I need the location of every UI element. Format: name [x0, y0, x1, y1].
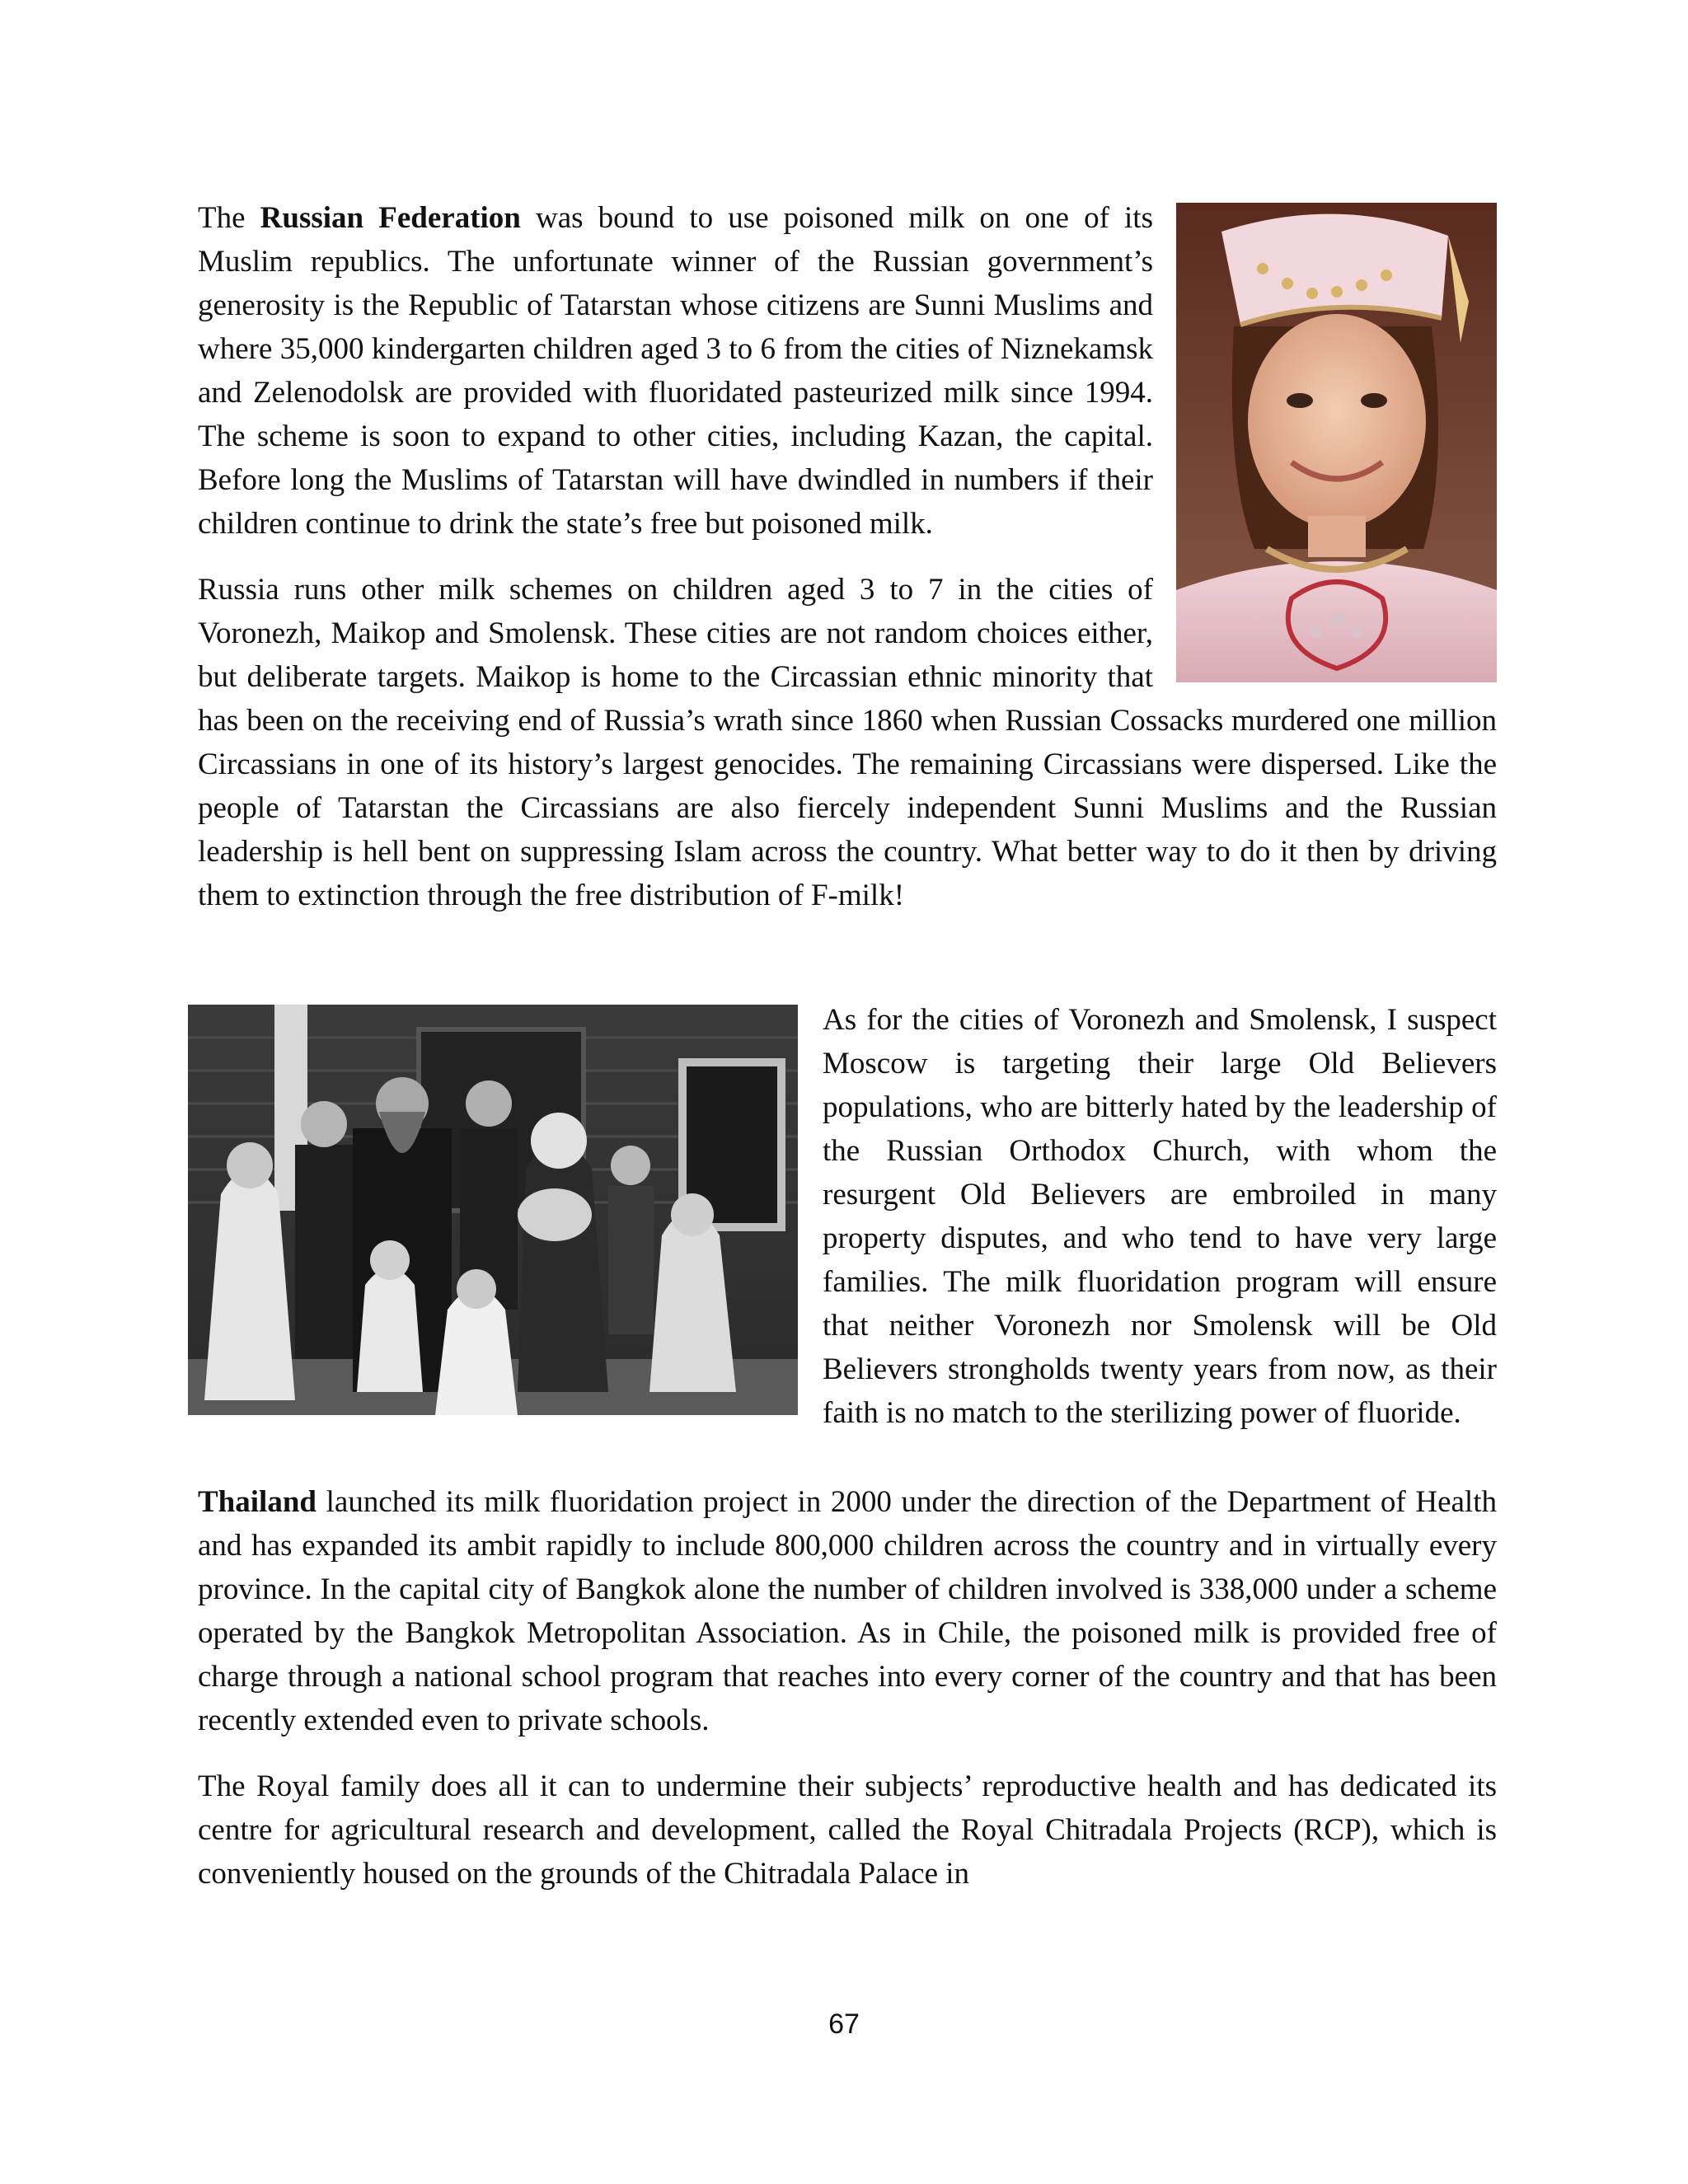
page-number: 67	[828, 2008, 860, 2040]
paragraph-body: was bound to use poisoned milk on one of its Muslim republics. The unfortunate winner of the Russian government’s generosity is the Republic of Tatarstan whose citizens are Sunni Muslims and where 35,000 kindergarten children aged 3 to 6 from the cities of Niznekamsk and Zelenodolsk are provided with fluoridated pasteurized milk since 1994. The scheme is soon to expand to other cities, including Kazan, the capital. Before long the Muslims of Tatarstan will have dwindled in numbers if their children continue to drink the state’s free but poisoned milk.	[198, 201, 1153, 541]
old-believers-family-image	[188, 1005, 798, 1415]
photo-tatar-girl	[1176, 203, 1497, 682]
bold-russian-federation: Russian Federation	[260, 201, 521, 235]
paragraph-old-believers: As for the cities of Voronezh and Smolensk, I suspect Moscow is targeting their large Old Believers populations, who are bitterly hated by the leadership of the Russian Orthodox Church, with whom the resurgent Old Believers are embroiled in many property disputes, and who tend to have very large families. The milk fluoridation program will ensure that neither Voronezh nor Smolensk will be Old Believers strongholds twenty years from now, as their faith is no match to the sterilizing power of fluoride.	[823, 1003, 1497, 1430]
photo-old-believers-family	[188, 1005, 798, 1415]
paragraph-body: launched its milk fluoridation project in 2000 under the direction of the Department of Health and has expanded its ambit rapidly to include 800,000 children across the country and in virtually every province. In the capital city of Bangkok alone the number of children involved is 338,000 under a scheme operated by the Bangkok Metropolitan Association. As in Chile, the poisoned milk is provided free of charge through a national school program that reaches into every corner of the country and that has been recently extended even to private schools.	[198, 1485, 1497, 1737]
paragraph-thailand	[198, 1480, 1497, 1742]
paragraph-lead: The	[198, 201, 260, 235]
tatar-girl-image	[1176, 203, 1497, 682]
bold-thailand: Thailand	[198, 1485, 316, 1519]
text-section-old-believers	[198, 998, 1497, 1435]
text-section-thailand	[198, 1480, 1497, 1896]
text-section-russia	[198, 196, 1497, 917]
paragraph-royal-family: The Royal family does all it can to undermine their subjects’ reproductive health and has dedicated its centre for agricultural research and development, called the Royal Chitradala Projects (RCP), which is conveniently housed on the grounds of the Chitradala Palace in	[198, 1769, 1497, 1891]
paragraph-milk-schemes: Russia runs other milk schemes on children aged 3 to 7 in the cities of Voronezh, Maikop and Smolensk. These cities are not random choices either, but deliberate targets. Maikop is home to the Circassian ethnic minority that has been on the receiving end of Russia’s wrath since 1860 when Russian Cossacks murdered one million Circassians in one of its history’s largest genocides. The remaining Circassians were dispersed. Like the people of Tatarstan the Circassians are also fiercely independent Sunni Muslims and the Russian leadership is hell bent on suppressing Islam across the country. What better way to do it then by driving them to extinction through the free distribution of F-milk!	[198, 573, 1497, 912]
